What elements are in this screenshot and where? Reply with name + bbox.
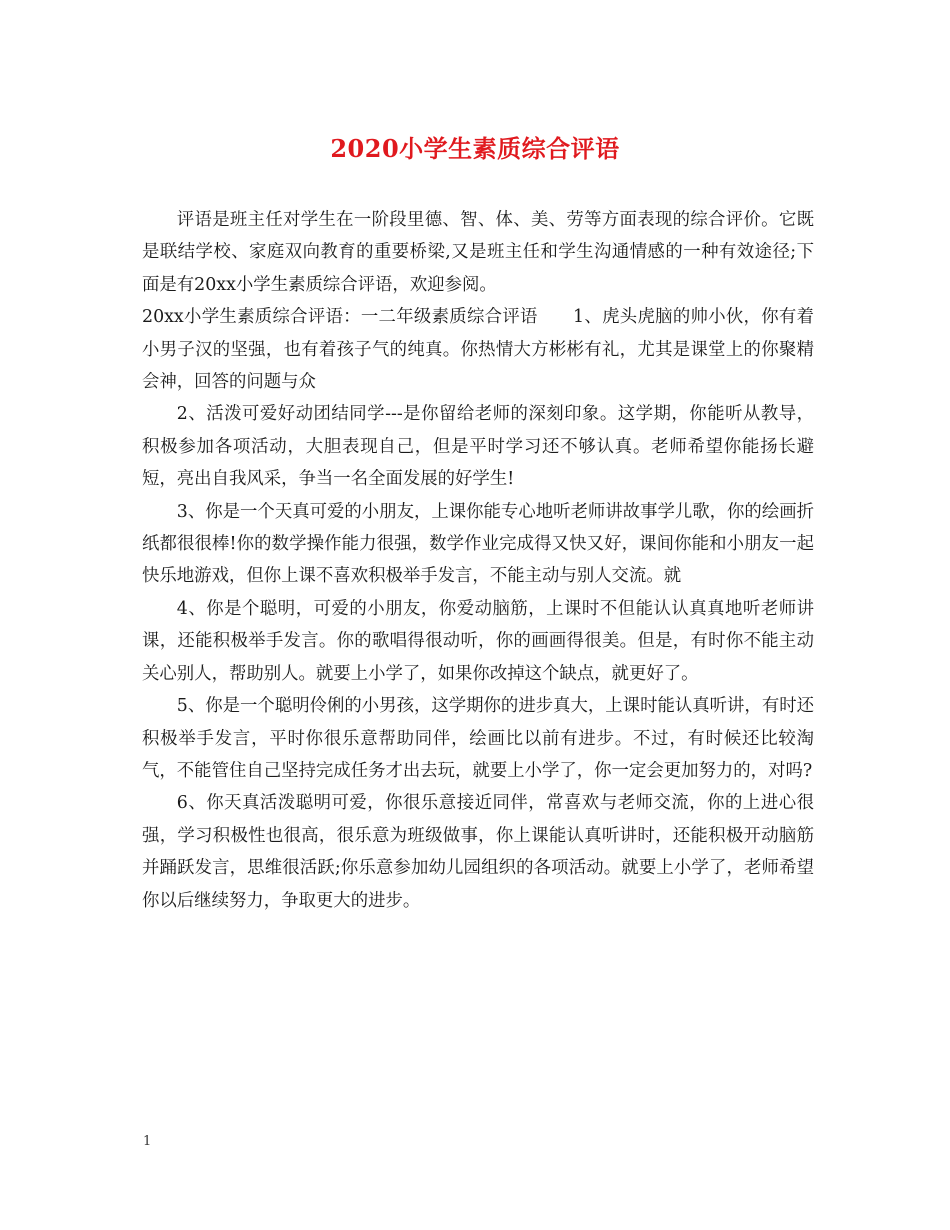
comment-paragraph-4: 4、你是个聪明，可爱的小朋友，你爱动脑筋，上课时不但能认认真真地听老师讲课，还能积极举手发言。你的歌唱得很动听，你的画画得很美。但是，有时你不能主动关心别人，帮助别人。就要上小学了，如果你改掉这个缺点，就更好了。: [142, 598, 814, 684]
comment-paragraph-3: 3、你是一个天真可爱的小朋友，上课你能专心地听老师讲故事学儿歌，你的绘画折纸都很很棒!你的数学操作能力很强，数学作业完成得又快又好，课间你能和小朋友一起快乐地游戏，但你上课不喜欢积极举手发言，不能主动与别人交流。就: [142, 501, 814, 587]
comment-paragraph-2: 2、活泼可爱好动团结同学---是你留给老师的深刻印象。这学期，你能听从教导，积极参加各项活动，大胆表现自己，但是平时学习还不够认真。老师希望你能扬长避短，亮出自我风采，争当一名全面发展的好学生!: [142, 404, 814, 490]
section-heading-paragraph: 20xx小学生素质综合评语：一二年级素质综合评语 1、虎头虎脑的帅小伙，你有着小男子汉的坚强，也有着孩子气的纯真。你热情大方彬彬有礼，尤其是课堂上的你聚精会神，回答的问题与众: [142, 307, 814, 393]
intro-paragraph: 评语是班主任对学生在一阶段里德、智、体、美、劳等方面表现的综合评价。它既是联结学校、家庭双向教育的重要桥梁,又是班主任和学生沟通情感的一种有效途径;下面是有20xx小学生素质综合评语，欢迎参阅。: [142, 210, 814, 295]
comment-paragraph-6: 6、你天真活泼聪明可爱，你很乐意接近同伴，常喜欢与老师交流，你的上进心很强，学习积极性也很高，很乐意为班级做事，你上课能认真听讲时，还能积极开动脑筋并踊跃发言，思维很活跃;你乐意参加幼儿园组织的各项活动。就要上小学了，老师希望你以后继续努力，争取更大的进步。: [142, 793, 814, 911]
page-number: 1: [143, 1134, 152, 1149]
document-title: 2020小学生素质综合评语: [330, 134, 620, 163]
document-body: [142, 204, 814, 917]
comment-paragraph-5: 5、你是一个聪明伶俐的小男孩，这学期你的进步真大，上课时能认真听讲，有时还积极举手发言，平时你很乐意帮助同伴，绘画比以前有进步。不过，有时候还比较淘气，不能管住自己坚持完成任务才出去玩，就要上小学了，你一定会更加努力的，对吗?: [142, 696, 814, 781]
